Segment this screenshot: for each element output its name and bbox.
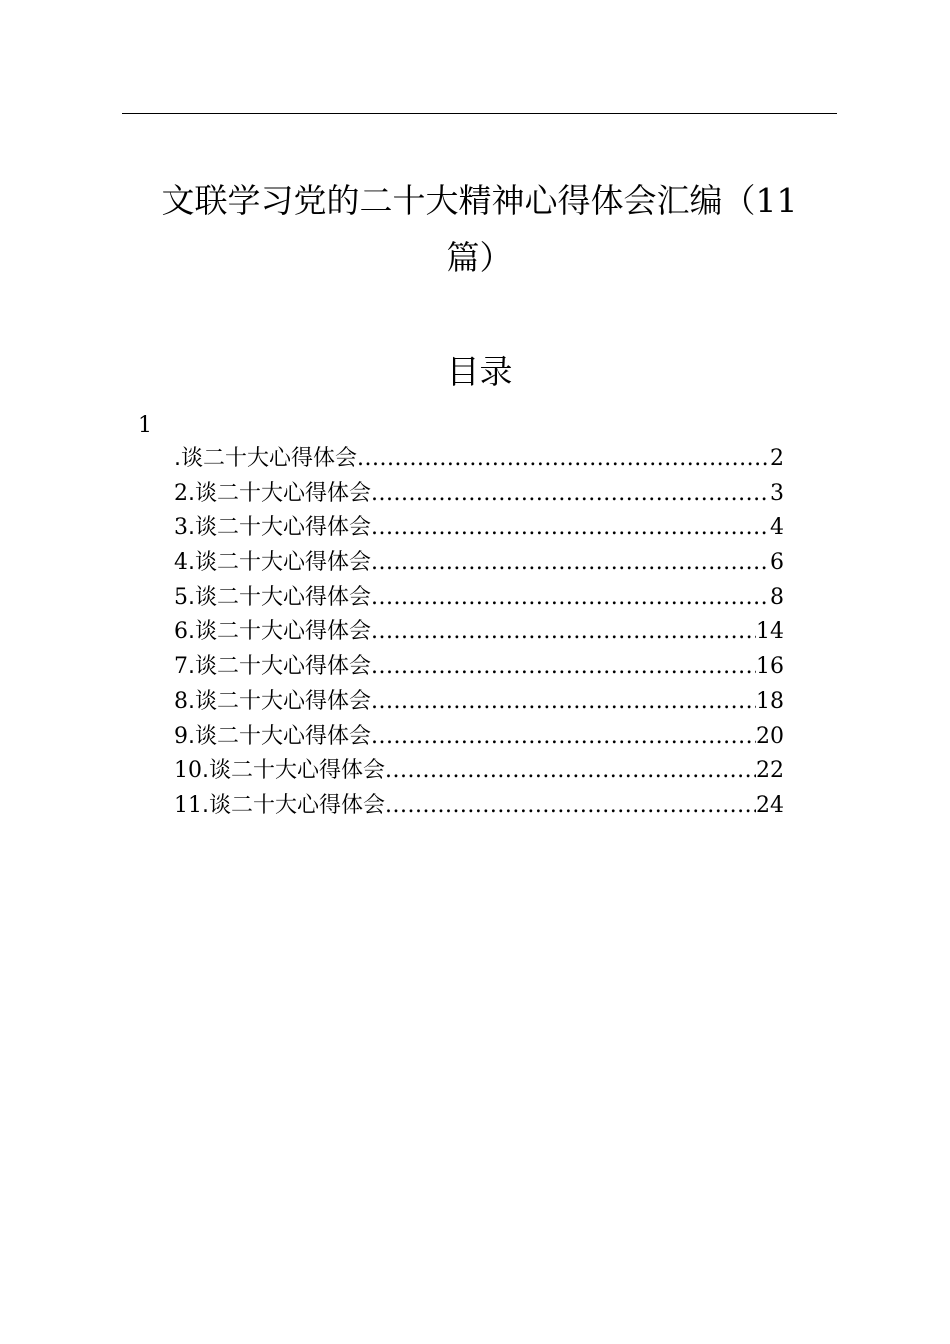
toc-dot-leader — [385, 754, 756, 788]
toc-dot-leader — [371, 615, 756, 649]
toc-entry-title: .谈二十大心得体会 — [188, 480, 371, 506]
toc-entry[interactable] — [174, 720, 784, 755]
toc-entry-page: 14 — [756, 619, 784, 645]
toc-dot-leader — [371, 720, 756, 754]
toc-dot-leader — [371, 685, 756, 719]
toc-entry[interactable] — [174, 442, 784, 477]
toc-entry[interactable] — [174, 477, 784, 512]
toc-entry-number: 10 — [174, 758, 202, 784]
toc-entry-page: 20 — [756, 723, 784, 749]
toc-entry-page: 24 — [756, 792, 784, 818]
toc-entry-page: 3 — [770, 480, 784, 506]
toc-entry-number: 3 — [174, 515, 188, 541]
toc-entry-title: .谈二十大心得体会 — [188, 688, 371, 714]
toc-entry-title: .谈二十大心得体会 — [202, 758, 385, 784]
toc-entry-page: 18 — [756, 688, 784, 714]
toc-entry-page: 2 — [770, 446, 784, 471]
document-title — [122, 172, 837, 286]
toc-dot-leader — [371, 511, 770, 545]
toc-entry-title: .谈二十大心得体会 — [188, 619, 371, 645]
toc-entry-number: 7 — [174, 654, 188, 680]
toc-entry-title: .谈二十大心得体会 — [174, 446, 357, 471]
toc-stray-number: 1 — [138, 413, 152, 438]
toc-entry-page: 16 — [756, 654, 784, 680]
toc-dot-leader — [385, 789, 756, 823]
header-rule — [122, 113, 837, 114]
toc-dot-leader — [371, 477, 770, 511]
toc-heading: 目录 — [446, 352, 513, 391]
toc-entry[interactable] — [174, 650, 784, 685]
toc-entry-title: .谈二十大心得体会 — [188, 723, 371, 749]
toc-entry-title: .谈二十大心得体会 — [188, 550, 371, 576]
toc-entry-page: 8 — [770, 584, 784, 610]
toc-dot-leader — [371, 650, 756, 684]
toc-entry-title: .谈二十大心得体会 — [188, 515, 371, 541]
toc-entry[interactable] — [174, 511, 784, 546]
toc-entry-number: 8 — [174, 688, 188, 714]
toc-entry[interactable] — [174, 754, 784, 789]
toc-entry[interactable] — [174, 615, 784, 650]
toc-entry-page: 4 — [770, 515, 784, 541]
toc-entry[interactable] — [174, 789, 784, 824]
toc-dot-leader — [371, 581, 770, 615]
toc-dot-leader — [371, 546, 770, 580]
toc-entry[interactable] — [174, 546, 784, 581]
title-tail: 篇） — [446, 238, 513, 277]
toc-entry-title: .谈二十大心得体会 — [202, 792, 385, 818]
toc-entry-number: 11 — [174, 792, 202, 818]
toc-entry-title: .谈二十大心得体会 — [188, 584, 371, 610]
toc-entry-title: .谈二十大心得体会 — [188, 654, 371, 680]
table-of-contents — [174, 442, 784, 824]
toc-entry-number: 9 — [174, 723, 188, 749]
toc-entry[interactable] — [174, 581, 784, 616]
toc-entry-page: 6 — [770, 550, 784, 576]
toc-dot-leader — [357, 442, 770, 476]
title-count: 11 — [755, 181, 798, 220]
toc-entry-number: 6 — [174, 619, 188, 645]
toc-entry-number: 4 — [174, 550, 188, 576]
toc-entry-number: 2 — [174, 480, 188, 506]
toc-entry-page: 22 — [756, 758, 784, 784]
toc-entry-number: 5 — [174, 584, 188, 610]
toc-entry[interactable] — [174, 685, 784, 720]
title-main: 文联学习党的二十大精神心得体会汇编（ — [161, 181, 756, 220]
